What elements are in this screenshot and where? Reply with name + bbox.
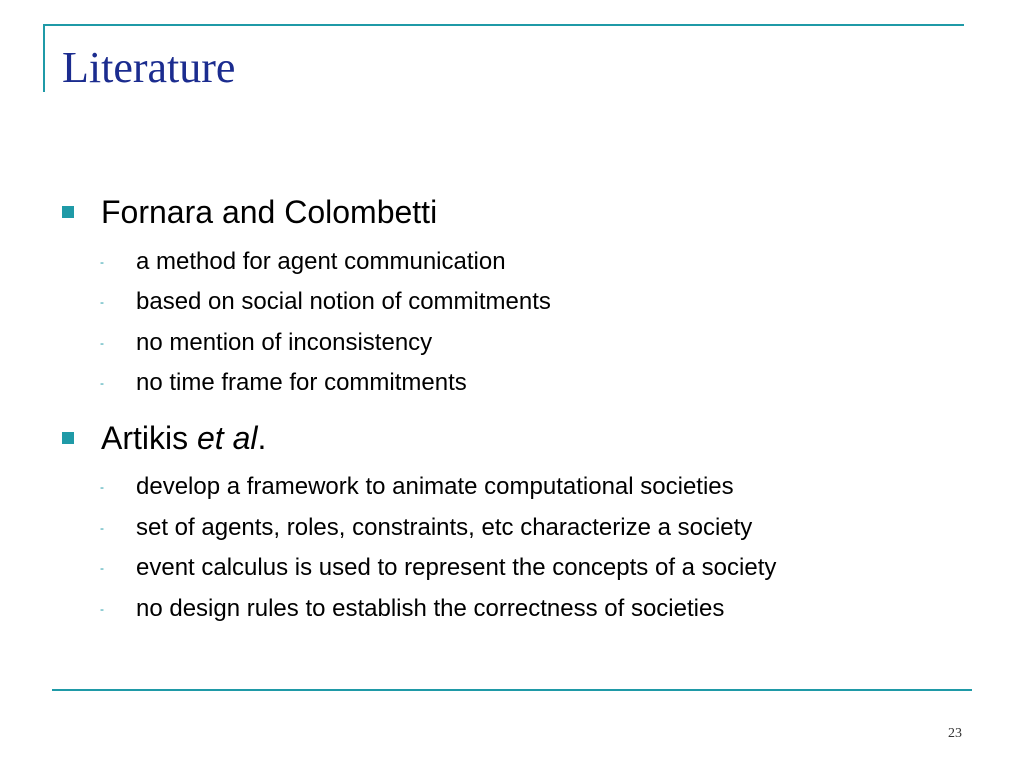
sub-item-text: set of agents, roles, constraints, etc characterize a society	[136, 514, 753, 541]
sub-item-text: no design rules to establish the correctness of societies	[136, 595, 725, 622]
sub-item	[100, 328, 432, 358]
dash-bullet-icon: -	[100, 521, 104, 535]
dash-bullet-icon: -	[100, 602, 104, 616]
sub-item-text: event calculus is used to represent the concepts of a society	[136, 554, 777, 581]
bullet-label: Fornara and Colombetti	[101, 194, 438, 230]
sub-item	[100, 472, 734, 502]
bullet-label	[101, 418, 266, 458]
sub-item-text: develop a framework to animate computational societies	[136, 473, 734, 500]
sub-item	[100, 594, 724, 624]
sub-item	[100, 247, 506, 277]
bullet-fornara-colombetti	[62, 192, 437, 232]
bullet-artikis-et-al	[62, 418, 266, 458]
top-divider-line	[43, 24, 964, 26]
sub-item	[100, 287, 551, 317]
dash-bullet-icon: -	[100, 376, 104, 390]
sub-item	[100, 553, 776, 583]
title-accent-bar	[43, 26, 45, 92]
sub-item-text: no mention of inconsistency	[136, 329, 433, 356]
bullet-label-italic: et al	[197, 420, 258, 456]
dash-bullet-icon: -	[100, 561, 104, 575]
sub-item-text: a method for agent communication	[136, 248, 506, 275]
bullet-label-main: Artikis	[101, 420, 197, 456]
page-number: 23	[948, 726, 962, 741]
square-bullet-icon	[62, 432, 74, 444]
dash-bullet-icon: -	[100, 255, 104, 269]
dash-bullet-icon: -	[100, 480, 104, 494]
sub-item	[100, 513, 752, 543]
dash-bullet-icon: -	[100, 295, 104, 309]
slide-title: Literature	[62, 43, 236, 92]
dash-bullet-icon: -	[100, 336, 104, 350]
bullet-label-suffix: .	[257, 420, 267, 456]
sub-item-text: based on social notion of commitments	[136, 288, 551, 315]
square-bullet-icon	[62, 206, 74, 218]
sub-item	[100, 368, 467, 398]
sub-item-text: no time frame for commitments	[136, 369, 467, 396]
bottom-divider-line	[52, 689, 972, 691]
